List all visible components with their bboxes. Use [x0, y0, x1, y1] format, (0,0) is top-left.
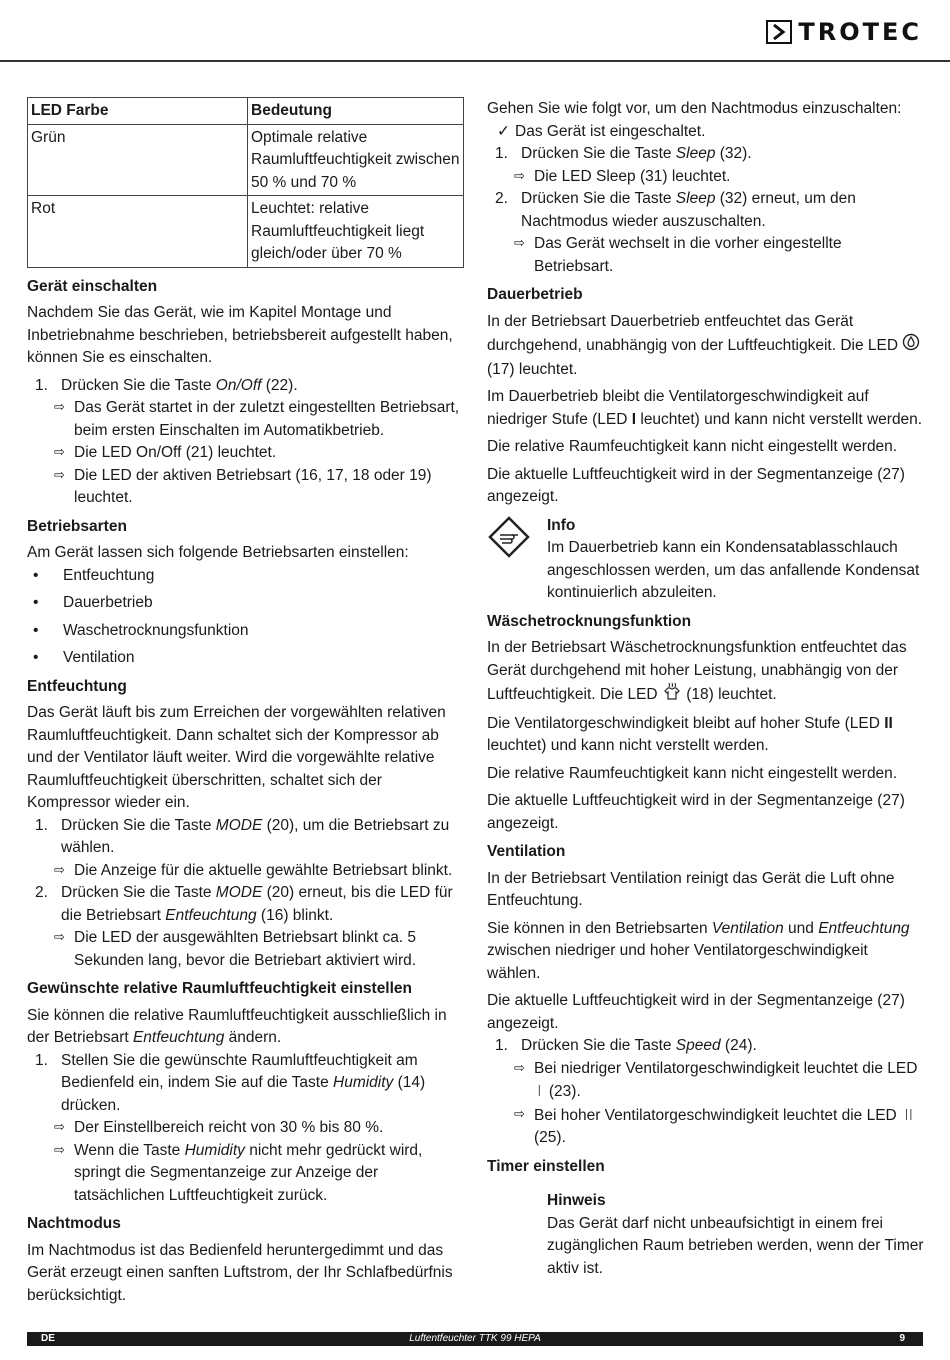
table-cell: Grün	[28, 124, 248, 196]
arrow-icon: ⇨	[54, 1142, 65, 1158]
section-title-timer: Timer einstellen	[487, 1157, 605, 1175]
paragraph: Die Ventilatorgeschwindigkeit bleibt auf hoher Stufe (LED II leuchtet) und kann nicht verstellt werden.	[487, 714, 893, 754]
paragraph: In der Betriebsart Dauerbetrieb entfeuchtet das Gerät durchgehend, unabhängig von der Luftfeuchtigkeit. Die LED (17) leuchtet.	[487, 311, 925, 382]
table-cell: Leuchtet: relative Raumluftfeuchtigkeit liegt gleich/oder über 70 %	[248, 196, 464, 268]
brand-name: TROTEC	[798, 18, 922, 46]
trotec-logo	[766, 20, 922, 44]
table-header: Bedeutung	[248, 98, 464, 125]
table-header: LED Farbe	[28, 98, 248, 125]
step-result: ⇨ Die LED der aktiven Betriebsart (16, 17, 18 oder 19) leuchtet.	[27, 465, 464, 510]
step-result: ⇨ Bei hoher Ventilatorgeschwindigkeit leuchtet die LED II (25).	[487, 1104, 925, 1150]
led-low-symbol: I	[537, 1082, 542, 1100]
paragraph: Am Gerät lassen sich folgende Betriebsarten einstellen:	[27, 544, 409, 561]
step-result: ⇨ Die LED On/Off (21) leuchtet.	[27, 442, 464, 465]
list-item: • Dauerbetrieb	[33, 594, 153, 611]
step-result: ⇨ Bei niedriger Ventilatorgeschwindigkeit leuchtet die LED I (23).	[487, 1058, 925, 1104]
paragraph: Das Gerät läuft bis zum Erreichen der vorgewählten relativen Raumluftfeuchtigkeit. Dann schaltet sich der Kompressor ab und der Ventilator läuft weiter. Wird die vorgewählte relative Raumluftfeuchtigkeit überschritten, schaltet sich der Kompressor wieder ein.	[27, 704, 446, 811]
paragraph: In der Betriebsart Ventilation reinigt das Gerät die Luft ohne Entfeuchtung.	[487, 869, 895, 909]
paragraph: In der Betriebsart Wäschetrocknungsfunktion entfeuchtet das Gerät durchgehend mit hoher Leistung, unabhängig von der Luftfeuchtigkeit. Die LED (18) leuchtet.	[487, 637, 925, 708]
table-row	[28, 196, 464, 268]
paragraph: Nachdem Sie das Gerät, wie im Kapitel Montage und Inbetriebnahme beschrieben, betriebsbereit aufgestellt haben, können Sie es einschalten.	[27, 304, 453, 366]
header-divider	[0, 60, 950, 62]
drop-led-icon	[902, 333, 920, 359]
list-item: • Waschetrocknungsfunktion	[33, 621, 249, 639]
section-title-entfeuchtung: Entfeuchtung	[27, 677, 127, 695]
info-title: Info	[547, 516, 576, 534]
list-item: • Ventilation	[33, 649, 135, 666]
section-title-nachtmodus: Nachtmodus	[27, 1215, 121, 1232]
step: 1. Drücken Sie die Taste MODE (20), um die Betriebsart zu wählen.	[35, 816, 450, 856]
paragraph: Die relative Raumfeuchtigkeit kann nicht eingestellt werden.	[487, 764, 898, 782]
step-result: ⇨ Das Gerät wechselt in die vorher eingestellte Betriebsart.	[487, 233, 925, 278]
hint-text: Das Gerät darf nicht unbeaufsichtigt in einem frei zugänglichen Raum betrieben werden, wenn der Timer aktiv ist.	[547, 1214, 924, 1277]
paragraph: Im Nachtmodus ist das Bedienfeld heruntergedimmt und das Gerät erzeugt einen sanften Luftstrom, der Ihr Schlafbedürfnis berücksichtigt.	[27, 1241, 453, 1304]
arrow-icon: ⇨	[54, 400, 65, 415]
paragraph: Gehen Sie wie folgt vor, um den Nachtmodus einzuschalten:	[487, 100, 902, 117]
section-title-feuchte: Gewünschte relative Raumluftfeuchtigkeit einstellen	[27, 980, 413, 997]
led-table	[27, 97, 464, 268]
table-header-row	[28, 98, 464, 125]
step-result: ⇨ Die LED Sleep (31) leuchtet.	[487, 166, 925, 189]
paragraph: Die relative Raumfeuchtigkeit kann nicht eingestellt werden.	[487, 438, 898, 455]
shirt-led-icon	[662, 682, 682, 708]
paragraph: Sie können die relative Raumluftfeuchtigkeit ausschließlich in der Betriebsart Entfeuchtung ändern.	[27, 1006, 447, 1046]
led-high-symbol: II	[904, 1105, 914, 1124]
precondition: ✓ Das Gerät ist eingeschaltet.	[487, 121, 925, 144]
page-number: 9	[899, 1333, 905, 1344]
step: 1. Drücken Sie die Taste Speed (24).	[495, 1037, 757, 1054]
left-column	[27, 97, 464, 1312]
step-result: ⇨ Die Anzeige für die aktuelle gewählte Betriebsart blinkt.	[27, 860, 464, 883]
footer-product: Luftentfeuchter TTK 99 HEPA	[409, 1333, 541, 1344]
section-title-einschalten: Gerät einschalten	[27, 277, 158, 295]
arrow-icon: ⇨	[514, 168, 525, 184]
arrow-icon: ⇨	[54, 862, 65, 878]
table-cell: Optimale relative Raumluftfeuchtigkeit zwischen 50 % und 70 %	[248, 124, 464, 196]
table-cell: Rot	[28, 196, 248, 268]
paragraph: Im Dauerbetrieb bleibt die Ventilatorgeschwindigkeit auf niedriger Stufe (LED I leuchtet) und kann nicht verstellt werden.	[487, 388, 923, 428]
arrow-icon: ⇨	[54, 445, 65, 460]
arrow-icon: ⇨	[514, 1060, 525, 1076]
step: 1. Stellen Sie die gewünschte Raumluftfeuchtigkeit am Bedienfeld ein, indem Sie auf die Taste Humidity (14) drücken.	[35, 1051, 426, 1114]
paragraph: Die aktuelle Luftfeuchtigkeit wird in der Segmentanzeige (27) angezeigt.	[487, 465, 905, 505]
info-hand-icon	[487, 515, 547, 605]
step: 2. Drücken Sie die Taste Sleep (32) erneut, um den Nachtmodus wieder auszuschalten.	[495, 190, 856, 230]
step-result: ⇨ Wenn die Taste Humidity nicht mehr gedrückt wird, springt die Segmentanzeige zur Anzeige der tatsächlichen Luftfeuchtigkeit zurück.	[27, 1140, 464, 1208]
list-item: • Entfeuchtung	[33, 566, 155, 584]
section-title-dauerbetrieb: Dauerbetrieb	[487, 286, 583, 303]
arrow-icon: ⇨	[514, 1106, 525, 1122]
footer-bar	[27, 1332, 923, 1346]
section-title-ventilation: Ventilation	[487, 843, 566, 860]
footer-language: DE	[41, 1333, 55, 1344]
table-row	[28, 124, 464, 196]
step-result: ⇨ Der Einstellbereich reicht von 30 % bis 80 %.	[27, 1117, 464, 1140]
paragraph: Sie können in den Betriebsarten Ventilation und Entfeuchtung zwischen niedriger und hoher Ventilatorgeschwindigkeit wählen.	[487, 919, 910, 982]
step: 1. Drücken Sie die Taste Sleep (32).	[495, 145, 752, 162]
hint-box	[487, 1190, 925, 1280]
section-title-waesche: Wäschetrocknungsfunktion	[487, 612, 692, 630]
arrow-icon: ⇨	[514, 236, 525, 251]
step: 1. Drücken Sie die Taste On/Off (22).	[35, 376, 298, 394]
section-title-betriebsarten: Betriebsarten	[27, 517, 127, 535]
hint-title: Hinweis	[547, 1192, 606, 1209]
info-box	[487, 515, 925, 605]
arrow-icon: ⇨	[54, 1120, 65, 1135]
step-result: ⇨ Das Gerät startet in der zuletzt eingestellten Betriebsart, beim ersten Einschalten im Automatikbetrieb.	[27, 397, 464, 442]
paragraph: Die aktuelle Luftfeuchtigkeit wird in der Segmentanzeige (27) angezeigt.	[487, 792, 905, 832]
check-icon: ✓	[497, 122, 510, 140]
step-result: ⇨ Die LED der ausgewählten Betriebsart blinkt ca. 5 Sekunden lang, bevor die Betriebart aktiviert wird.	[27, 927, 464, 972]
info-text: Im Dauerbetrieb kann ein Kondensatablasschlauch angeschlossen werden, um das anfallende Kondensat kontinuierlich abzuleiten.	[547, 539, 920, 601]
arrow-icon: ⇨	[54, 467, 65, 483]
step: 2. Drücken Sie die Taste MODE (20) erneut, bis die LED für die Betriebsart Entfeuchtung (16) blinkt.	[35, 884, 453, 924]
paragraph: Die aktuelle Luftfeuchtigkeit wird in der Segmentanzeige (27) angezeigt.	[487, 992, 905, 1032]
arrow-icon: ⇨	[54, 930, 65, 945]
logo-chevron-icon	[766, 20, 792, 44]
right-column	[487, 98, 925, 1280]
